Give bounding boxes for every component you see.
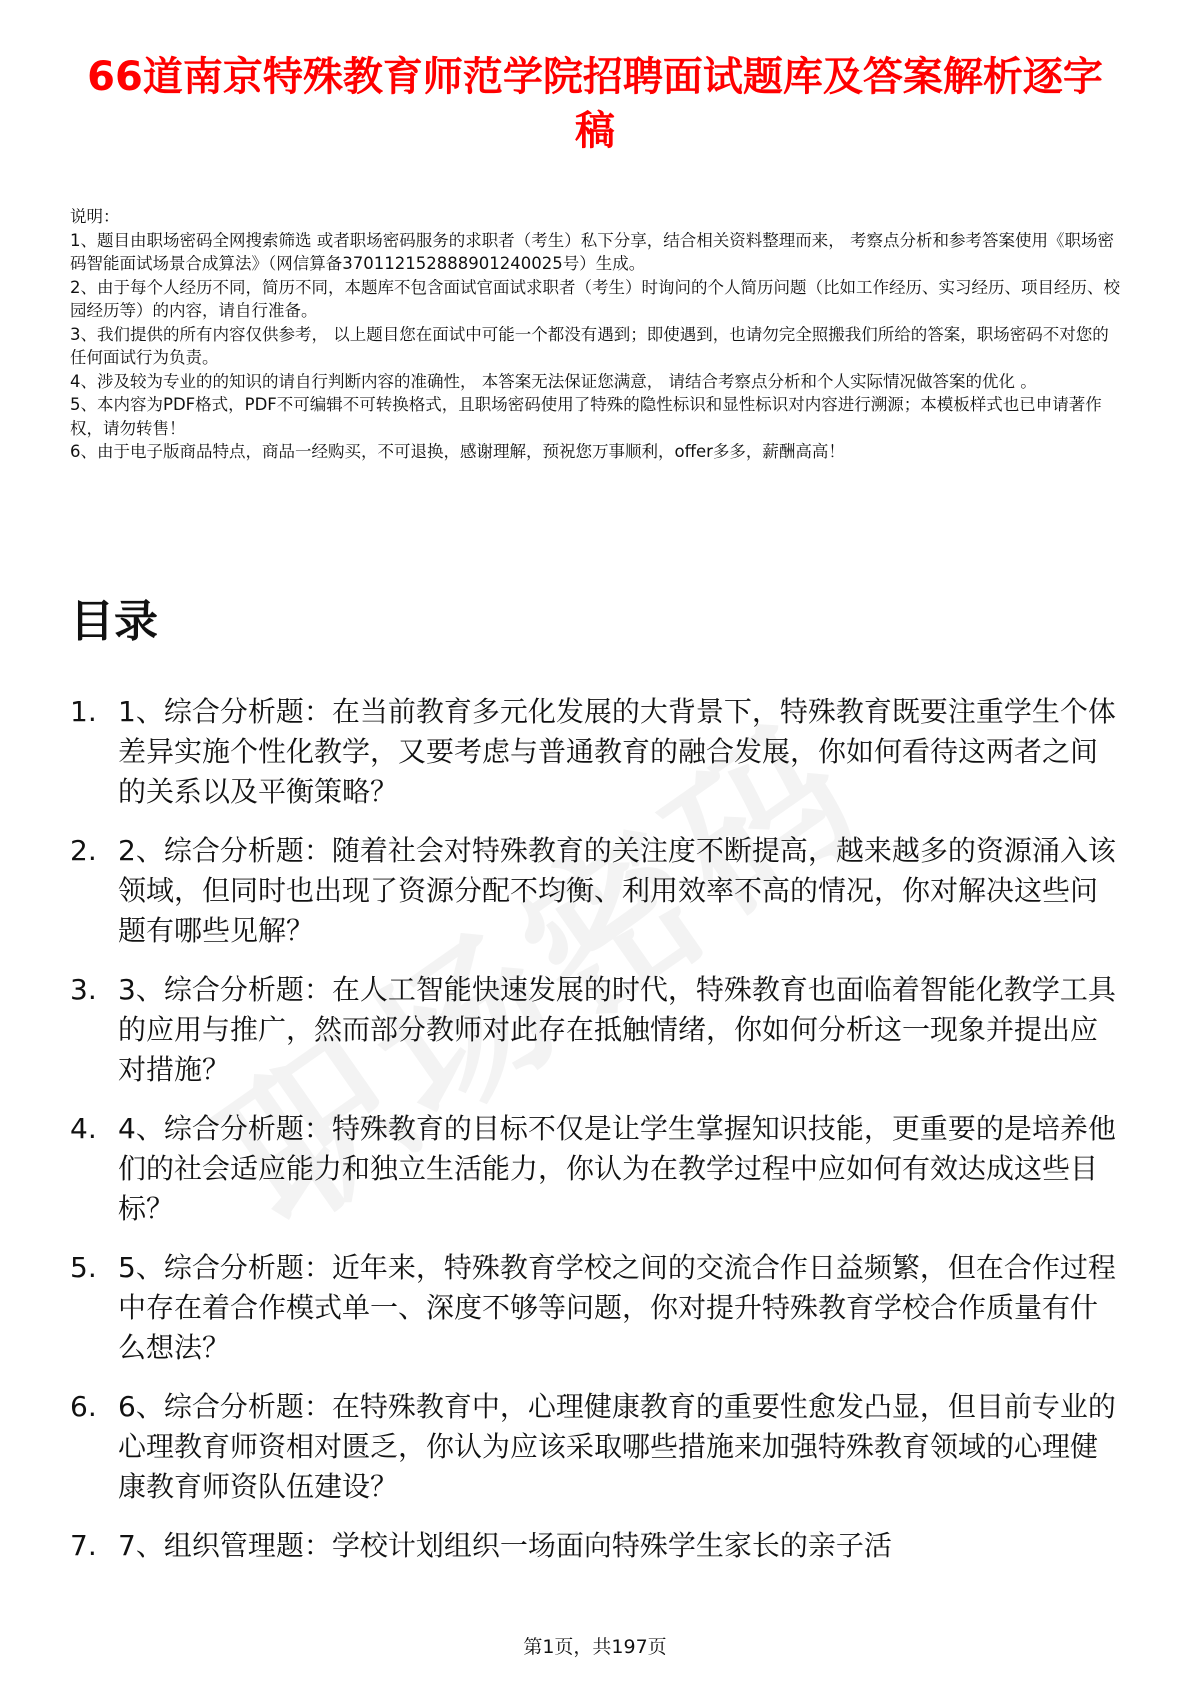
toc-item-number: 4. <box>70 1112 97 1145</box>
toc-item-text[interactable]: 4、综合分析题：特殊教育的目标不仅是让学生掌握知识技能，更重要的是培养他们的社会适应能力和独立生活能力，你认为在教学过程中应如何有效达成这些目标？ <box>118 1112 1116 1225</box>
toc-item-text[interactable]: 6、综合分析题：在特殊教育中，心理健康教育的重要性愈发凸显，但目前专业的心理教育师资相对匮乏，你认为应该采取哪些措施来加强特殊教育领域的心理健康教育师资队伍建设？ <box>118 1390 1116 1503</box>
toc-item[interactable] <box>70 970 1120 1090</box>
toc-item[interactable] <box>70 692 1120 812</box>
note-item: 6、由于电子版商品特点，商品一经购买，不可退换，感谢理解，预祝您万事顺利，offer多多，薪酬高高！ <box>70 442 845 461</box>
toc-item-text[interactable]: 7、组织管理题：学校计划组织一场面向特殊学生家长的亲子活 <box>118 1529 892 1562</box>
toc-heading: 目录 <box>70 596 158 647</box>
toc-item[interactable] <box>70 1248 1120 1368</box>
note-item: 4、涉及较为专业的的知识的请自行判断内容的准确性， 本答案无法保证您满意， 请结合考察点分析和个人实际情况做答案的优化 。 <box>70 371 1037 391</box>
toc-item-number: 3. <box>70 973 97 1006</box>
toc-item-number: 6. <box>70 1390 97 1423</box>
toc-item[interactable] <box>70 1387 1120 1507</box>
toc-item-text[interactable]: 1、综合分析题：在当前教育多元化发展的大背景下，特殊教育既要注重学生个体差异实施个性化教学，又要考虑与普通教育的融合发展，你如何看待这两者之间的关系以及平衡策略？ <box>118 695 1116 808</box>
toc-item-text[interactable]: 5、综合分析题：近年来，特殊教育学校之间的交流合作日益频繁，但在合作过程中存在着合作模式单一、深度不够等问题，你对提升特殊教育学校合作质量有什么想法？ <box>118 1251 1116 1364</box>
note-item: 5、本内容为PDF格式，PDF不可编辑不可转换格式，且职场密码使用了特殊的隐性标识和显性标识对内容进行溯源；本模板样式也已申请著作权，请勿转售！ <box>70 395 1102 438</box>
toc-item-number: 7. <box>70 1529 97 1562</box>
toc-item-number: 2. <box>70 834 97 867</box>
table-of-contents <box>70 692 1120 1585</box>
toc-item-text[interactable]: 2、综合分析题：随着社会对特殊教育的关注度不断提高，越来越多的资源涌入该领域，但同时也出现了资源分配不均衡、利用效率不高的情况，你对解决这些问题有哪些见解？ <box>118 834 1116 947</box>
note-item: 1、题目由职场密码全网搜索筛选 或者职场密码服务的求职者（考生）私下分享，结合相关资料整理而来， 考察点分析和参考答案使用《职场密码智能面试场景合成算法》（网信算备370112152888901240025号）生成。 <box>70 230 1114 273</box>
notes-heading: 说明： <box>70 207 120 226</box>
toc-item[interactable] <box>70 1109 1120 1229</box>
notes-section <box>70 205 1120 464</box>
toc-item[interactable] <box>70 831 1120 951</box>
document-title: 66道南京特殊教育师范学院招聘面试题库及答案解析逐字稿 <box>87 54 1103 154</box>
toc-item-number: 5. <box>70 1251 97 1284</box>
page-footer: 第1页，共197页 <box>523 1636 667 1658</box>
toc-item-text[interactable]: 3、综合分析题：在人工智能快速发展的时代，特殊教育也面临着智能化教学工具的应用与推广，然而部分教师对此存在抵触情绪，你如何分析这一现象并提出应对措施？ <box>118 973 1116 1086</box>
note-item: 3、我们提供的所有内容仅供参考， 以上题目您在面试中可能一个都没有遇到；即使遇到，也请勿完全照搬我们所给的答案，职场密码不对您的任何面试行为负责。 <box>70 324 1109 367</box>
toc-item-number: 1. <box>70 695 97 728</box>
toc-item[interactable] <box>70 1526 1120 1566</box>
note-item: 2、由于每个人经历不同，简历不同，本题库不包含面试官面试求职者（考生）时询问的个人简历问题（比如工作经历、实习经历、项目经历、校园经历等）的内容，请自行准备。 <box>70 277 1120 320</box>
